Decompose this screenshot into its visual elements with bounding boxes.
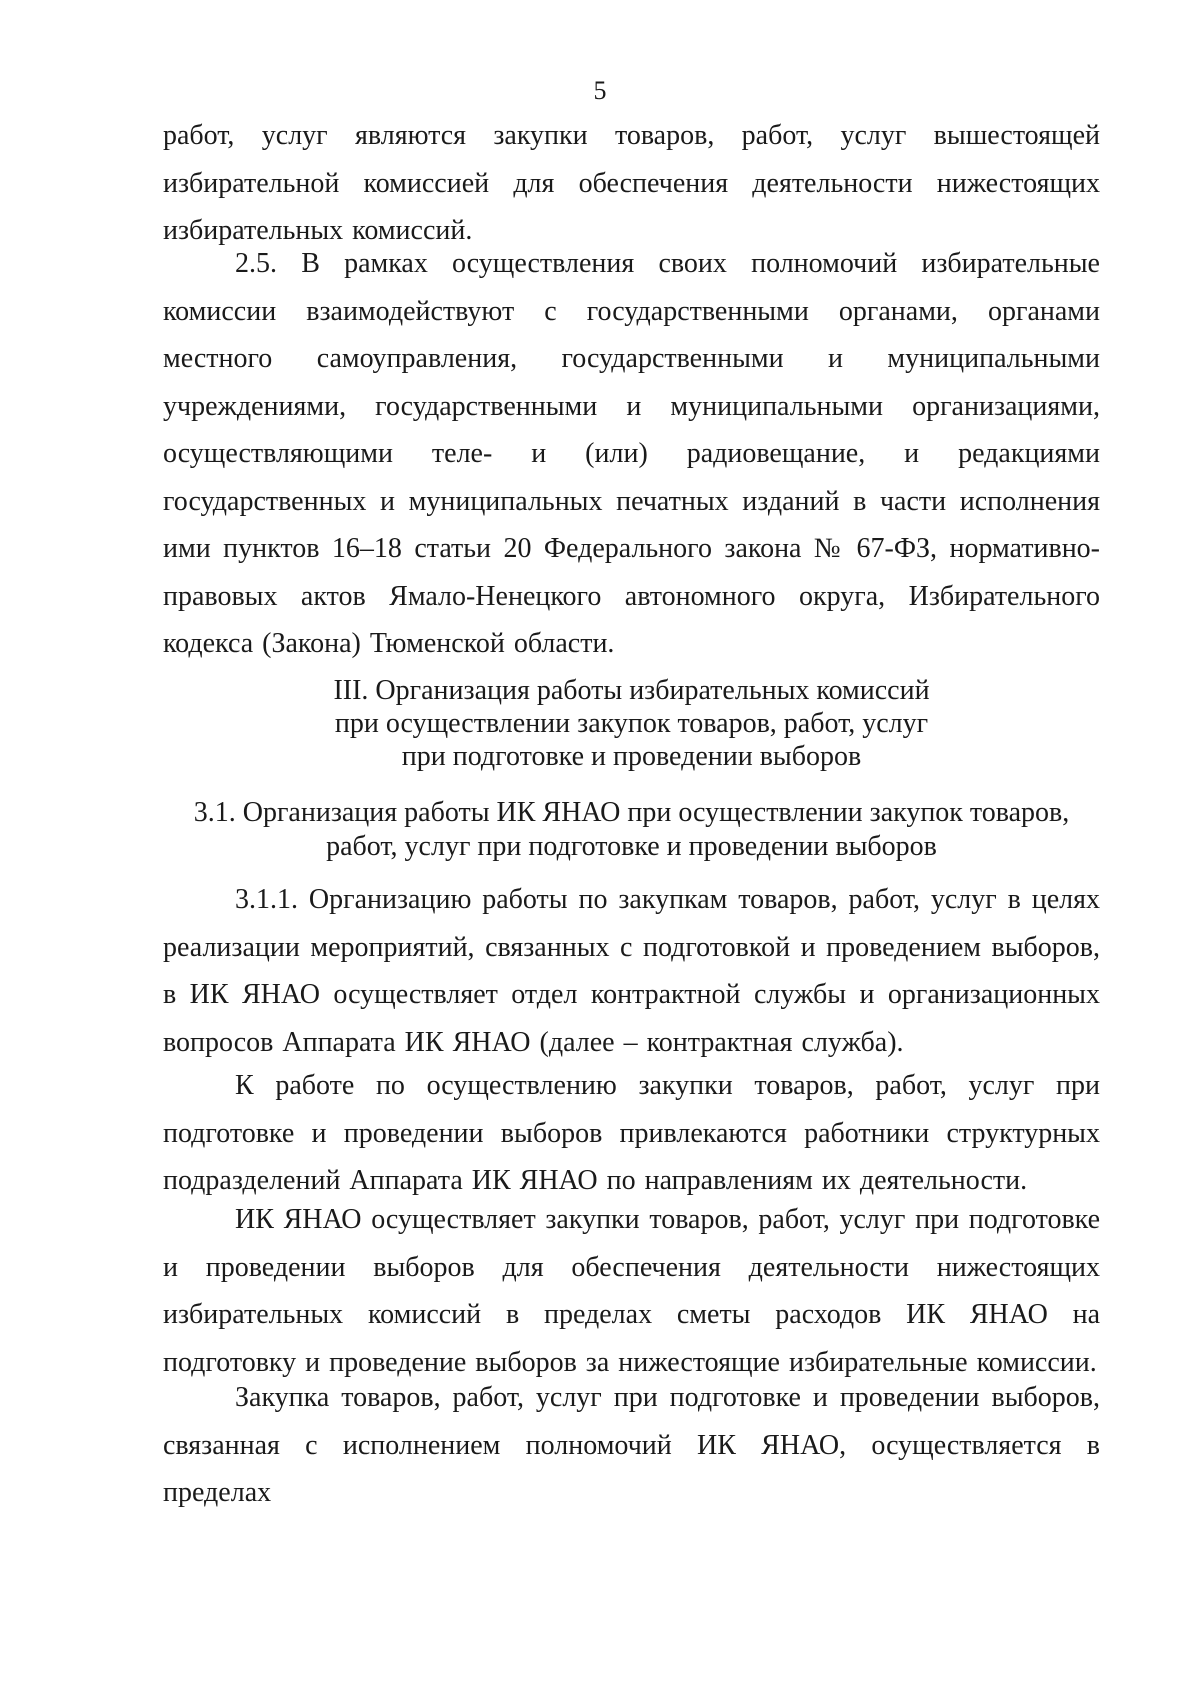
subsection-heading (163, 796, 1100, 864)
subsection-heading-line-1: 3.1. Организация работы ИК ЯНАО при осуществлении закупок товаров, (193, 797, 1070, 828)
paragraph-last: Закупка товаров, работ, услуг при подготовке и проведении выборов, связанная с исполнением полномочий ИК ЯНАО, осуществляется в пределах (163, 1382, 1100, 1508)
paragraph-ik-yanao: ИК ЯНАО осуществляет закупки товаров, работ, услуг при подготовке и проведении выборов для обеспечения деятельности нижестоящих избирательных комиссий в пределах сметы расходов ИК ЯНАО на подготовку и проведение выборов за нижестоящие избирательные комиссии. (163, 1204, 1100, 1378)
paragraph-3-1-1-block (163, 876, 1100, 1066)
paragraph-2-5-block (163, 240, 1100, 668)
page-number: 5 (593, 76, 607, 105)
section-heading-line-2: при осуществлении закупок товаров, работ, услуг (334, 708, 929, 739)
paragraph-staff-block (163, 1062, 1100, 1205)
paragraph-continuation-block (163, 112, 1100, 255)
paragraph-2-5: 2.5. В рамках осуществления своих полномочий избирательные комиссии взаимодействуют с государственными органами, органами местного самоуправления, государственными и муниципальными учреждениями, государственными и муниципальными организациями, осуществляющими теле- и (или) радиовещание, и редакциями государственных и муниципальных печатных изданий в части исполнения ими пунктов 16–18 статьи 20 Федерального закона № 67-ФЗ, нормативно-правовых актов Ямало-Ненецкого автономного округа, Избирательного кодекса (Закона) Тюменской области. (163, 248, 1100, 659)
paragraph-continuation: работ, услуг являются закупки товаров, работ, услуг вышестоящей избирательной комиссией для обеспечения деятельности нижестоящих избирательных комиссий. (163, 120, 1100, 246)
paragraph-ik-yanao-block (163, 1196, 1100, 1386)
section-heading-line-1: III. Организация работы избирательных комиссий (333, 675, 930, 706)
paragraph-staff: К работе по осуществлению закупки товаров, работ, услуг при подготовке и проведении выборов привлекаются работники структурных подразделений Аппарата ИК ЯНАО по направлениям их деятельности. (163, 1070, 1100, 1196)
section-heading-line-3: при подготовке и проведении выборов (401, 741, 862, 772)
section-heading (163, 674, 1100, 773)
paragraph-last-block (163, 1374, 1100, 1517)
paragraph-3-1-1: 3.1.1. Организацию работы по закупкам товаров, работ, услуг в целях реализации мероприятий, связанных с подготовкой и проведением выборов, в ИК ЯНАО осуществляет отдел контрактной службы и организационных вопросов Аппарата ИК ЯНАО (далее – контрактная служба). (163, 884, 1100, 1058)
subsection-heading-line-2: работ, услуг при подготовке и проведении выборов (326, 831, 937, 862)
